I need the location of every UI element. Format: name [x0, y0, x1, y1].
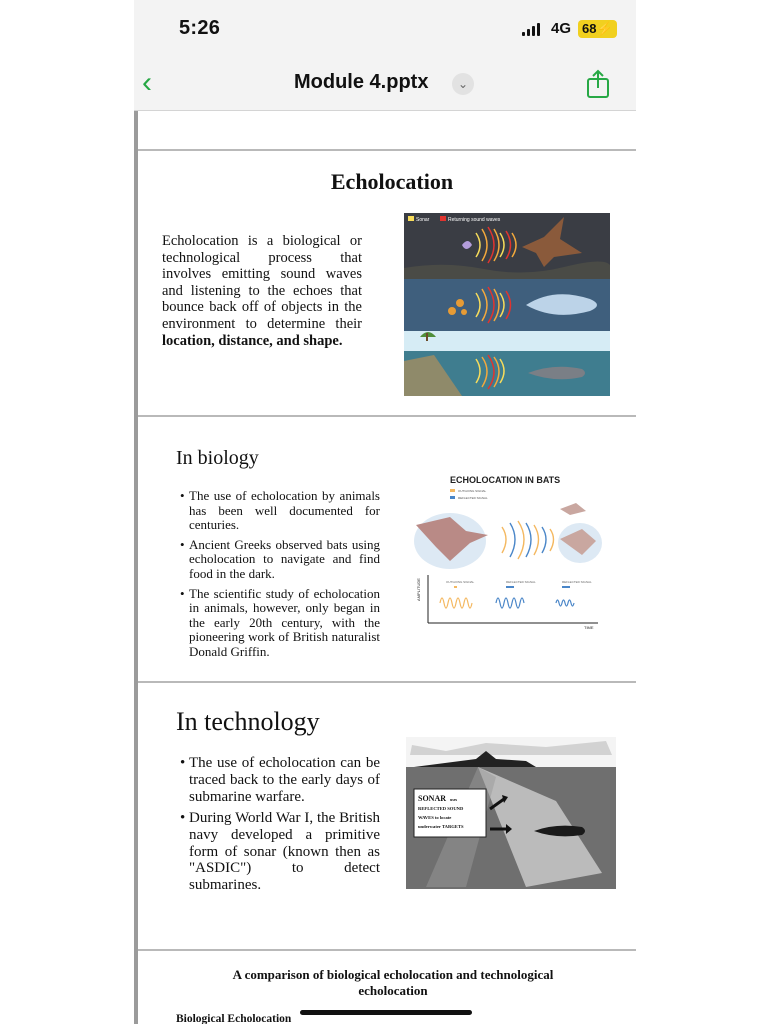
- list-item: • The use of echolocation by animals has been well documented for centuries.: [180, 489, 380, 533]
- sonar-line: underwater TARGETS: [418, 824, 464, 829]
- home-indicator[interactable]: [300, 1010, 472, 1015]
- slide-title: In technology: [176, 707, 320, 736]
- axis-x-label: TIME: [584, 625, 594, 629]
- sonar-uses: uses: [450, 797, 458, 802]
- sonar-line: REFLECTED SOUND: [418, 806, 464, 811]
- legend-reflected: REFLECTED SIGNAL: [458, 496, 488, 500]
- bullet-list: [180, 755, 380, 898]
- axis-y-label: AMPLITUDE: [416, 578, 421, 601]
- slide-subheading: Biological Echolocation: [176, 1013, 292, 1024]
- share-icon[interactable]: [586, 69, 610, 99]
- diagram-title: ECHOLOCATION IN BATS: [450, 475, 561, 485]
- slide-title: In biology: [176, 447, 259, 469]
- document-viewer[interactable]: [134, 111, 636, 1024]
- slide-title: Echolocation: [330, 169, 454, 194]
- body-bold-text: location, distance, and shape.: [162, 332, 343, 349]
- legend-sonar: Sonar: [416, 217, 430, 223]
- bullet-list: [180, 489, 380, 665]
- list-item: • During World War I, the British navy developed a primitive form of sonar (known then as "ASDIC") to detect submarines.: [180, 810, 380, 895]
- slide-body: [162, 233, 362, 349]
- legend-returning: Returning sound waves: [448, 217, 501, 223]
- left-margin: [0, 0, 134, 1024]
- sonar-illustration: [406, 737, 616, 889]
- status-time: 5:26: [179, 17, 221, 39]
- slide-title: A comparison of biological echolocation and technological echolocation: [232, 967, 554, 998]
- list-item: • The scientific study of echolocation in animals, however, only began in the early 20th century, with the pioneering work of British naturalist Donald Griffin.: [180, 587, 380, 660]
- battery-level: 68: [582, 21, 597, 36]
- bat-diagram-image: [410, 469, 610, 629]
- list-item: • Ancient Greeks observed bats using echolocation to navigate and find food in the dark.: [180, 538, 380, 582]
- panel-label: REFLECTED SIGNAL: [562, 580, 592, 584]
- slide-echolocation: [138, 149, 636, 415]
- sonar-line: WAVES to locate: [418, 815, 452, 820]
- battery-indicator: 68⚡: [578, 20, 617, 38]
- slide-in-biology: [138, 415, 636, 681]
- phone-screen: [134, 0, 636, 1024]
- slide-in-technology: [138, 681, 636, 949]
- legend-outgoing: OUTGOING SIGNAL: [458, 489, 487, 493]
- echolocation-scene-image: [404, 213, 610, 396]
- panel-label: REFLECTED SIGNAL: [506, 580, 536, 584]
- right-margin: [636, 0, 768, 1024]
- echolocation-illustration: [404, 213, 610, 396]
- sonar-label: SONAR: [418, 794, 447, 803]
- bat-echolocation-illustration: [410, 469, 610, 629]
- sonar-ship-image: [406, 737, 616, 889]
- body-text: Echolocation is a biological or technological process that involves emitting sound waves and listening to the echoes that bounce back off of objects in the environment to determine their: [162, 233, 362, 332]
- document-title[interactable]: Module 4.pptx: [294, 71, 429, 93]
- cellular-signal-icon: [522, 22, 540, 36]
- title-menu-chevron-icon[interactable]: ⌄: [452, 73, 474, 95]
- back-chevron-icon[interactable]: ‹: [142, 66, 152, 99]
- network-type: 4G: [551, 20, 572, 37]
- list-item: • The use of echolocation can be traced back to the early days of submarine warfare.: [180, 755, 380, 806]
- status-bar: [134, 0, 636, 60]
- navigation-bar: [134, 60, 636, 111]
- panel-label: OUTGOING SIGNAL: [446, 580, 475, 584]
